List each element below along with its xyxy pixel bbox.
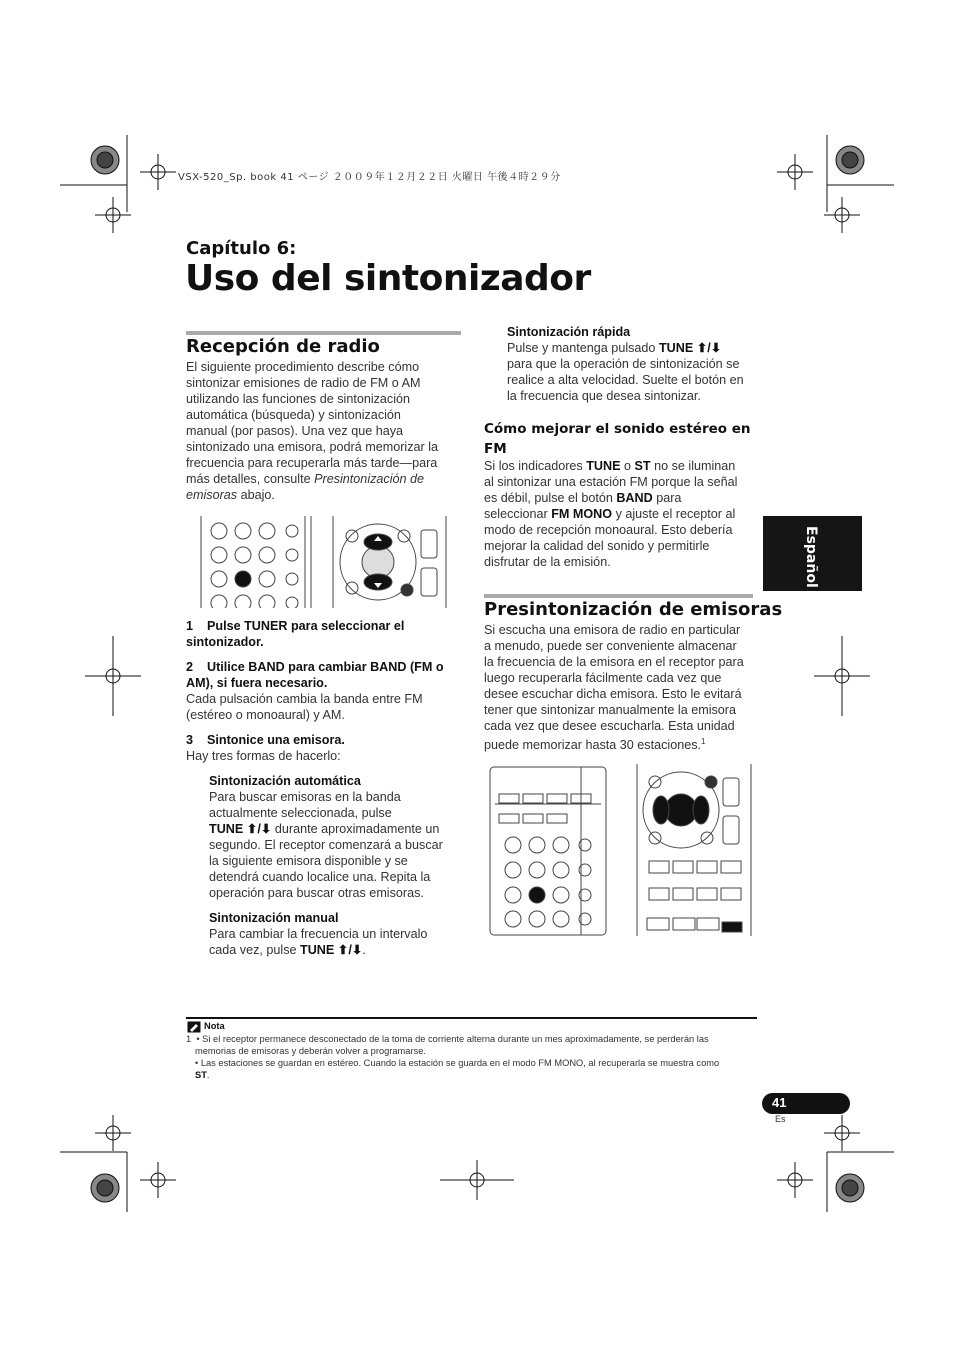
section-rule-presets xyxy=(484,594,753,598)
step-3: 3 Sintonice una emisora. xyxy=(186,733,345,747)
note-icon xyxy=(187,1021,201,1033)
page-number: 41 xyxy=(772,1095,787,1110)
manual-tuning-title: Sintonización manual xyxy=(209,911,339,925)
step-3-body: Hay tres formas de hacerlo: xyxy=(186,749,341,763)
stereo-heading: Cómo mejorar el sonido estéreo en FM xyxy=(484,421,751,457)
auto-tuning-title: Sintonización automática xyxy=(209,774,361,788)
section-heading-reception: Recepción de radio xyxy=(186,336,380,357)
remote-illustration-tune xyxy=(197,516,452,608)
rapid-tuning-body: Pulse y mantenga pulsado TUNE ⬆/⬇ para que la operación de sintonización se realice a alta velocidad. Suelte el botón en la frecuencia que desea sintonizar. xyxy=(507,341,744,403)
page-number-badge xyxy=(762,1093,850,1114)
chapter-label: Capítulo 6: xyxy=(186,238,297,259)
section-rule xyxy=(186,331,461,335)
note-label: Nota xyxy=(204,1021,225,1031)
step-2-body: Cada pulsación cambia la banda entre FM (estéreo o monoaural) y AM. xyxy=(186,692,423,722)
step-2: 2 Utilice BAND para cambiar BAND (FM o AM), si fuera necesario. xyxy=(186,660,444,690)
step-1: 1 Pulse TUNER para seleccionar el sintonizador. xyxy=(186,619,405,649)
manual-tuning-body: Para cambiar la frecuencia un intervalo cada vez, pulse TUNE ⬆/⬇. xyxy=(209,927,428,957)
chapter-title: Uso del sintonizador xyxy=(185,258,591,299)
print-header: VSX-520_Sp. book 41 ページ ２００９年１２月２２日 火曜日 午後４時２９分 xyxy=(178,172,561,183)
language-tab-label: Español xyxy=(803,526,819,588)
remote-illustration-presets xyxy=(489,764,755,936)
section-heading-presets: Presintonización de emisoras xyxy=(484,599,783,620)
intro-paragraph: El siguiente procedimiento describe cómo sintonizar emisiones de radio de FM o AM utilizando las funciones de sintonización automática (búsqueda) y sintonización manual (por pasos). Una vez que haya sintonizado una emisora, podrá memorizar la frecuencia para recuperarla más tarde—para más detalles, consulte Presintonización de emisoras abajo. xyxy=(186,360,438,502)
stereo-body: Si los indicadores TUNE o ST no se iluminan al sintonizar una estación FM porque la señal es débil, pulse el botón BAND para seleccionar FM MONO y ajuste el receptor al modo de recepción monoaural. Esto debería mejorar la calidad del sonido y permitirle disfrutar de la emisión. xyxy=(484,459,738,569)
auto-tuning-body: Para buscar emisoras en la banda actualmente seleccionada, pulse TUNE ⬆/⬇ durante aproximadamente un segundo. El receptor comenzará a buscar la siguiente emisora disponible y se detendrá cuando localice una. Repita la operación para buscar otras emisoras. xyxy=(209,790,443,900)
page-language: Es xyxy=(775,1114,786,1124)
language-tab xyxy=(763,516,862,591)
footnote-body: 1 • Si el receptor permanece desconectado de la toma de corriente alterna durante un mes aproximadamente, se perderán las memorias de emisoras y deberán volver a programarse. • Las estaciones se guardan en estéreo. Cuando la estación se guarda en el modo FM MONO, al recuperarla se muestra como ST. xyxy=(186,1034,720,1080)
rapid-tuning-title: Sintonización rápida xyxy=(507,325,631,339)
presets-body: Si escucha una emisora de radio en particular a menudo, puede ser conveniente almacenar la frecuencia de la emisora en el receptor para luego recuperarla fácilmente cada vez que desee escuchar dicha emisora. Esto le evitará tener que sintonizar manualmente la emisora cada vez que desee escucharla. Esta unidad puede memorizar hasta 30 estaciones.$^1$ xyxy=(484,623,744,753)
footnote-rule xyxy=(186,1017,757,1019)
